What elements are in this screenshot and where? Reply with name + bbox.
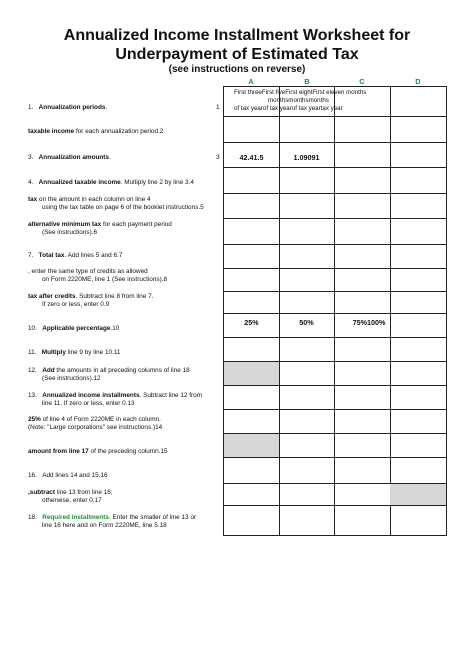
title-line-1: Annualized Income Installment Worksheet for: [63, 27, 411, 44]
title-line-2: Underpayment of Estimated Tax: [115, 46, 359, 63]
grid-rule: [224, 483, 446, 484]
row-label-17: ,subtract line 13 from line 16; otherwise, enter 0.17: [28, 489, 113, 505]
row-label-5: tax on the amount in each column on line 4 using the tax table on page 6 of the booklet instructions.5: [28, 196, 204, 212]
column-header-row: [224, 89, 446, 114]
value-row3-col-b: 1.09091: [293, 153, 320, 162]
row-label-4: 4. Annualized taxable income. Multiply line 2 by line 3.4: [28, 179, 194, 186]
grid-rule: [224, 385, 446, 386]
header-line-2: monthsmonthsmonths: [268, 97, 329, 105]
grid-rule: [224, 291, 446, 292]
row-label-8: , enter the same type of credits as allowed on Form 2220ME, line 1 (See instructions).8: [28, 268, 168, 284]
column-label-d: D: [415, 77, 421, 86]
value-row10-col-c: 75%100%: [352, 318, 386, 327]
grid-rule: [224, 433, 446, 434]
value-row10-col-a: 25%: [244, 318, 259, 327]
grid-rule: [224, 193, 446, 194]
header-line-1: First threeFirst fiveFirst eightFirst eleven months: [234, 89, 367, 96]
title-instructions-note: (see instructions on reverse): [168, 64, 306, 75]
grid-rule: [224, 142, 446, 143]
row-label-18: 18. Required installments. Enter the smaller of line 13 or line 16 here and on Form 2220ME, line 5.18: [28, 514, 197, 530]
row-label-10: 10. Applicable percentage.10: [28, 325, 120, 332]
grid-rule: [224, 409, 446, 410]
row-label-9: tax after credits. Subtract line 8 from line 7. If zero or less, enter 0.9: [28, 293, 154, 309]
row-label-7: 7. Total tax. Add lines 5 and 6.7: [28, 252, 123, 259]
grid-rule: [224, 244, 446, 245]
header-line-3: of tax yearof tax yearof tax yeartax year: [234, 105, 343, 113]
column-label-a: A: [248, 77, 254, 86]
grid-divider: [390, 87, 391, 535]
grid-rule: [224, 457, 446, 458]
line-ref-1: 1: [216, 104, 220, 111]
grid-rule: [224, 116, 446, 117]
row-label-2: taxable income for each annualization period.2: [28, 128, 164, 135]
row-label-15: amount from line 17 of the preceding column.15: [28, 448, 168, 455]
row-label-3: 3. Annualization amounts.: [28, 154, 111, 161]
row-label-13: 13. Annualized income installments. Subtract line 12 from line 11. If zero or less, enter 0.13: [28, 392, 203, 408]
line-ref-3: 3: [216, 154, 220, 161]
row-label-6: alternative minimum tax for each payment period (See instructions).6: [28, 221, 172, 237]
column-label-b: B: [304, 77, 310, 86]
shaded-cell: [390, 483, 446, 505]
row-label-14: 25% of line 4 of Form 2220ME in each column. (Note: "Large corporations" see instructions.)14: [28, 416, 163, 432]
column-label-c: C: [359, 77, 365, 86]
shaded-cell: [224, 433, 279, 457]
grid-rule: [224, 505, 446, 506]
row-label-11: 11. Multiply line 9 by line 10.11: [28, 349, 121, 356]
row-label-12: 12. Add the amounts in all preceding columns of line 18 (See instructions).12: [28, 367, 190, 383]
value-row10-col-b: 50%: [299, 318, 314, 327]
grid-rule: [224, 167, 446, 168]
row-label-16: 16. Add lines 14 and 15.16: [28, 472, 108, 479]
grid-rule: [224, 313, 446, 314]
grid-rule: [224, 337, 446, 338]
grid-rule: [224, 218, 446, 219]
grid-rule: [224, 361, 446, 362]
value-row3-col-a: 42.41.5: [239, 153, 264, 162]
grid-rule: [224, 268, 446, 269]
shaded-cell: [224, 361, 279, 385]
grid-divider: [334, 87, 335, 535]
worksheet-grid: [223, 86, 447, 536]
row-label-1: 1. Annualization periods.: [28, 104, 108, 111]
